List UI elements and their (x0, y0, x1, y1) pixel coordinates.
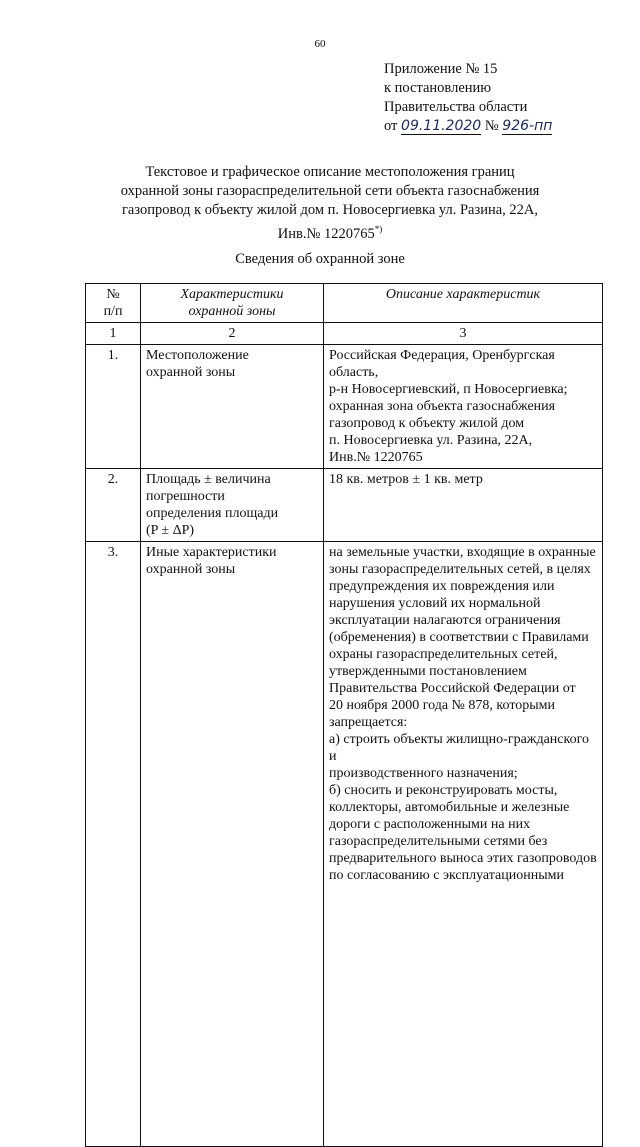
from-label: от (384, 118, 398, 134)
title-line: охранной зоны газораспределительной сети объекта газоснабжения (120, 183, 540, 199)
appendix-to-resolution: к постановлению (384, 80, 492, 96)
number-label: № (484, 118, 499, 134)
header-description: Описание характеристик (324, 284, 603, 323)
handwritten-number: 926-пп (502, 118, 553, 134)
column-number: 2 (141, 323, 324, 345)
row-number: 3. (86, 542, 141, 1147)
table-row (86, 345, 603, 469)
column-number: 3 (324, 323, 603, 345)
section-subtitle: Сведения об охранной зоне (235, 251, 405, 267)
title-line: газопровод к объекту жилой дом п. Новосергиевка ул. Разина, 22А, (121, 202, 539, 218)
row-characteristic: Площадь ± величина погрешности определения площади (P ± ΔP) (141, 469, 324, 542)
header-characteristics: Характеристики охранной зоны (141, 284, 324, 323)
row-characteristic: Местоположение охранной зоны (141, 345, 324, 469)
appendix-government: Правительства области (384, 99, 528, 115)
row-number: 2. (86, 469, 141, 542)
appendix-number: Приложение № 15 (384, 61, 498, 77)
page-number: 60 (314, 38, 326, 50)
row-description: Российская Федерация, Оренбургская область, р-н Новосергиевский, п Новосергиевка; охранная зона объекта газоснабжения газопровод к объекту жилой дом п. Новосергиевка ул. Разина, 22А, Инв.№ 1220765 (324, 345, 603, 469)
appendix-date-line (384, 117, 552, 136)
protection-zone-table (85, 283, 603, 1147)
column-number-row (86, 323, 603, 345)
row-description: 18 кв. метров ± 1 кв. метр (324, 469, 603, 542)
table-header-row (86, 284, 603, 323)
footnote-mark: *) (374, 224, 383, 234)
title-line: Текстовое и графическое описание местоположения границ (145, 164, 515, 180)
row-number: 1. (86, 345, 141, 469)
handwritten-date: 09.11.2020 (401, 118, 482, 134)
header-number: № п/п (86, 284, 141, 323)
inventory-number: Инв.№ 1220765 (277, 225, 375, 242)
row-characteristic: Иные характеристики охранной зоны (141, 542, 324, 1147)
title-line (90, 220, 570, 244)
row-description: на земельные участки, входящие в охранные зоны газораспределительных сетей, в целях предупреждения их повреждения или нарушения условий их нормальной эксплуатации налагаются ограничения (обременения) в соответствии с Правилами охраны газораспределительных сетей, утвержденными постановлением Правительства Российской Федерации от 20 ноября 2000 года № 878, которыми запрещается: а) строить объекты жилищно-гражданского и производственного назначения; б) сносить и реконструировать мосты, коллекторы, автомобильные и железные дороги с расположенными на них газораспределительными сетями без предварительного выноса этих газопроводов по согласованию с эксплуатационными (324, 542, 603, 1147)
table-row (86, 469, 603, 542)
column-number: 1 (86, 323, 141, 345)
document-title (90, 163, 570, 244)
appendix-block (384, 60, 552, 136)
table-row (86, 542, 603, 1147)
